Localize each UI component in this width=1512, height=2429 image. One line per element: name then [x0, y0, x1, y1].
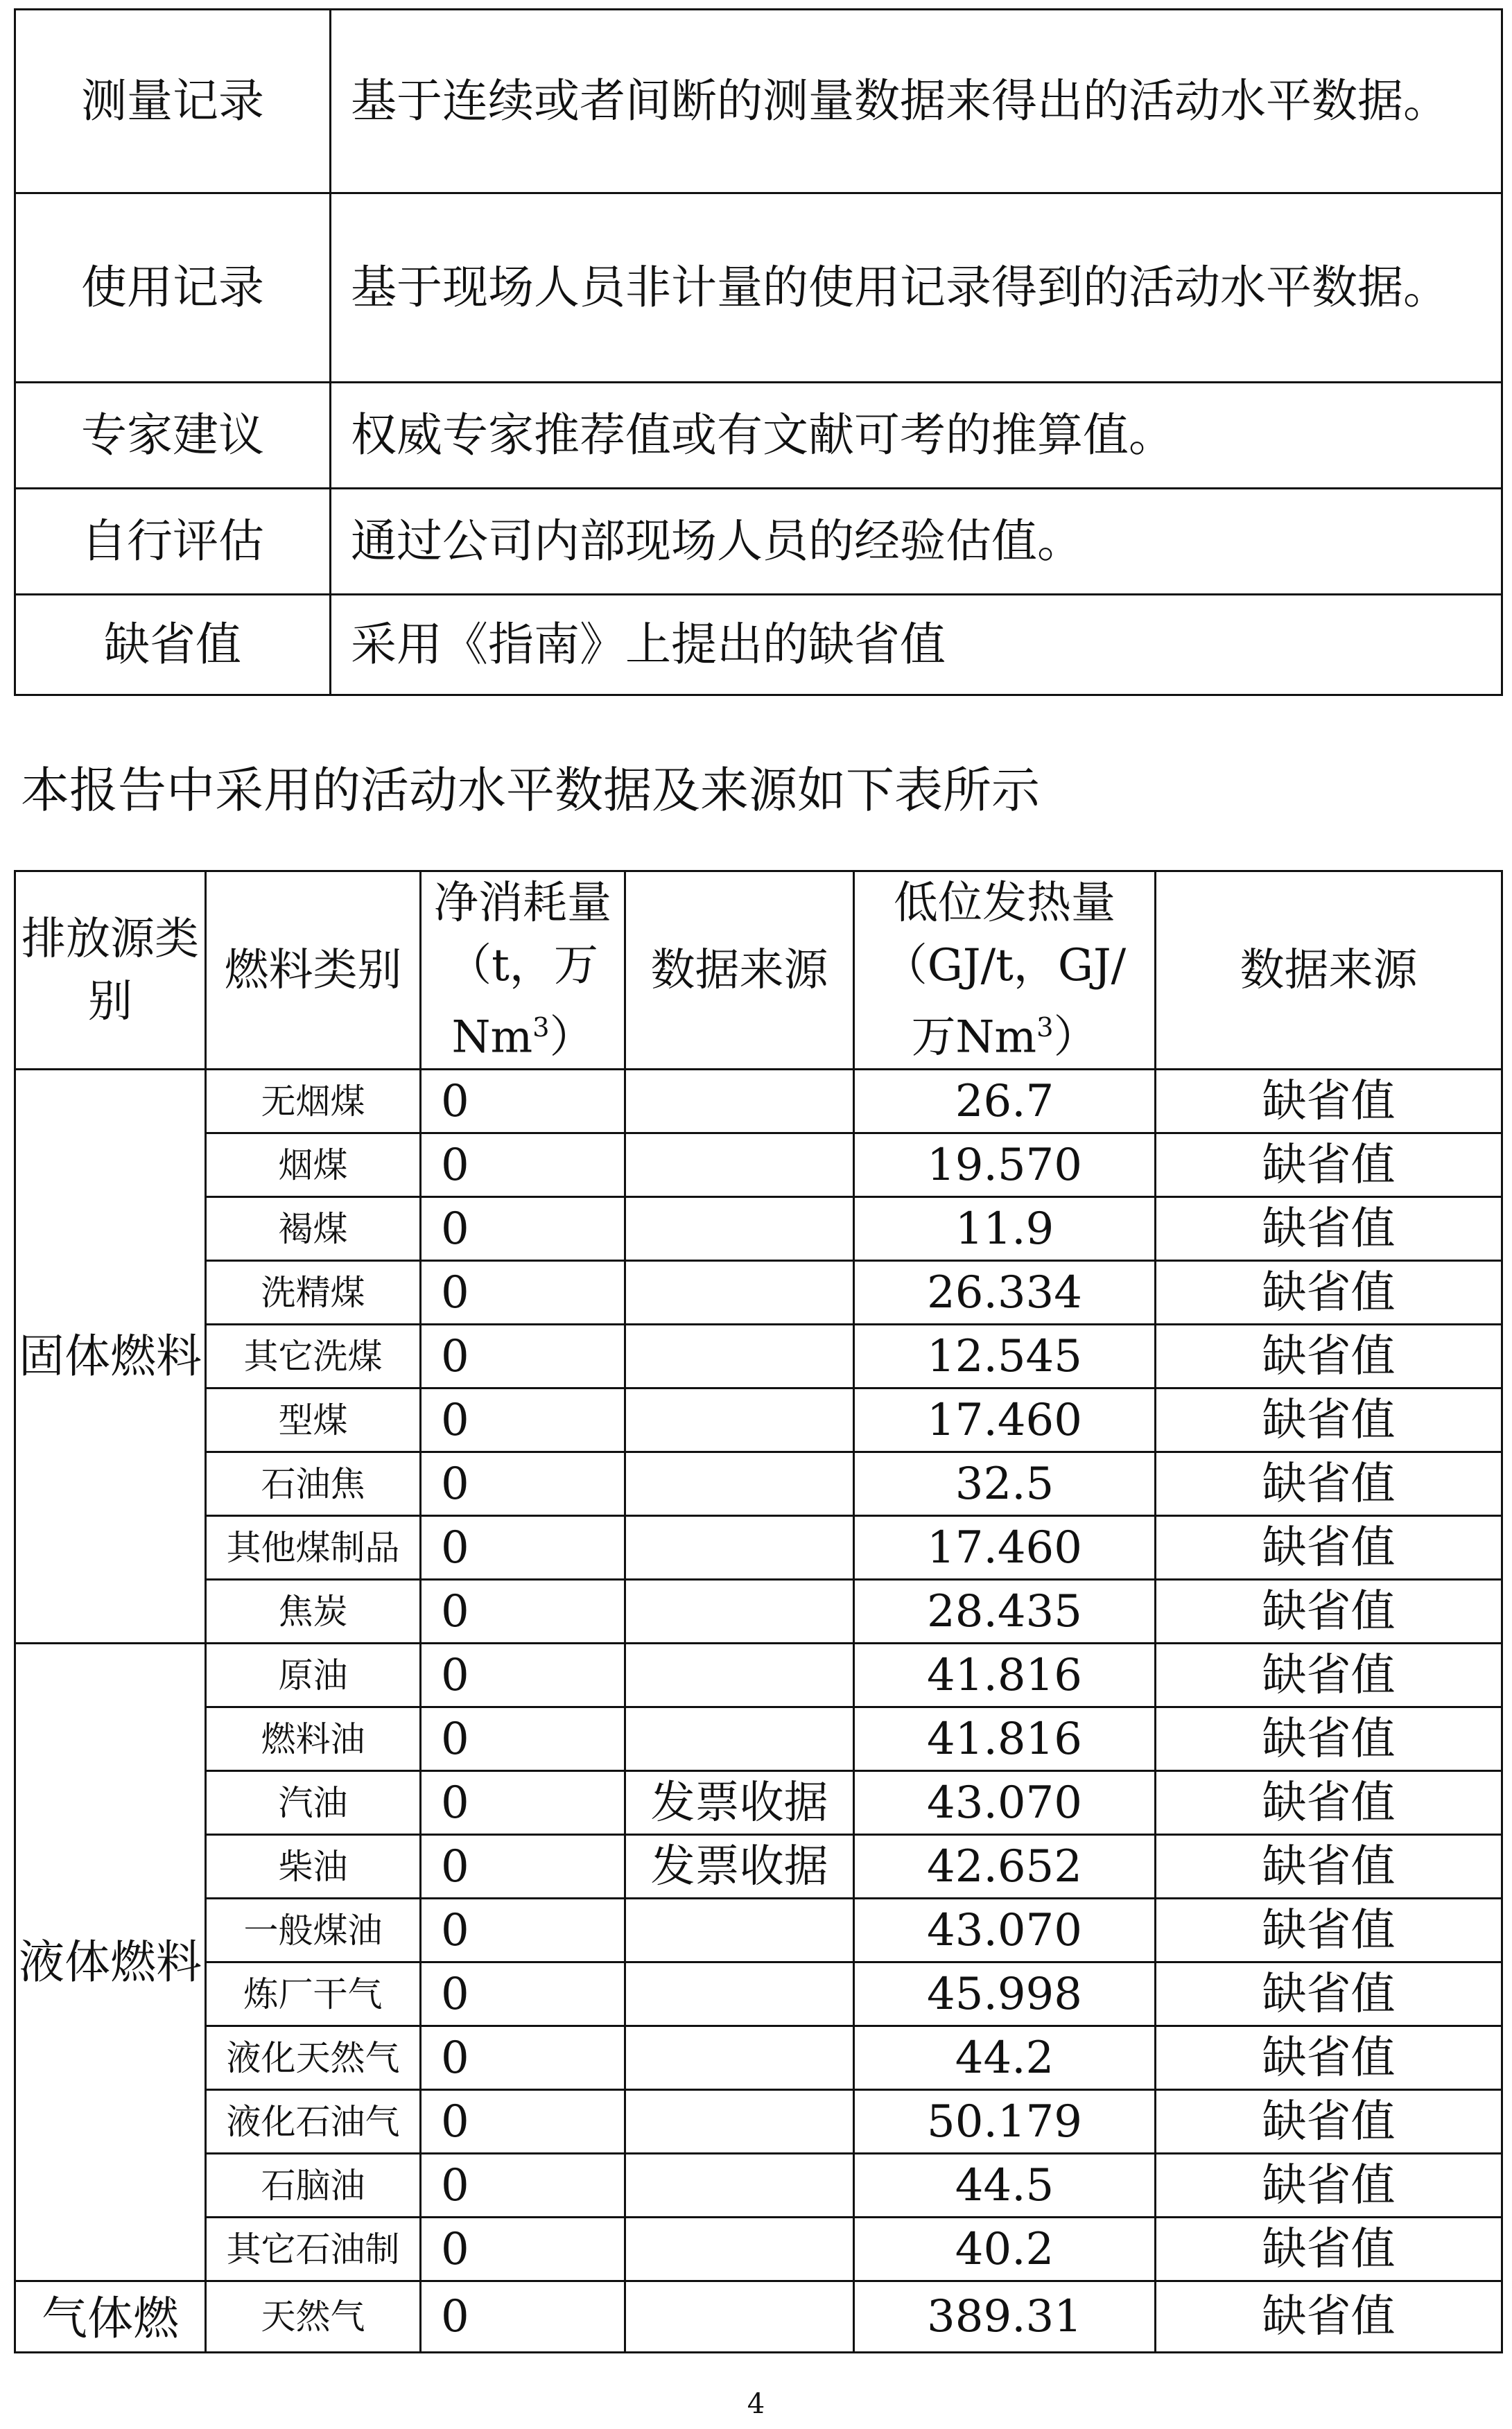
- net-consumption-cell: 0: [421, 2154, 625, 2218]
- ncv-cell: 40.2: [854, 2218, 1156, 2281]
- data-source-cell: [625, 1516, 854, 1580]
- header-ncv-line2: （GJ/t，GJ/: [883, 940, 1127, 991]
- ncv-source-cell: 缺省值: [1156, 1325, 1502, 1388]
- ncv-source-cell: 缺省值: [1156, 1070, 1502, 1133]
- table-row: [15, 1707, 1502, 1771]
- ncv-cell: 50.179: [854, 2090, 1156, 2154]
- ncv-cell: 41.816: [854, 1644, 1156, 1707]
- ncv-cell: 41.816: [854, 1707, 1156, 1771]
- ncv-source-cell: 缺省值: [1156, 1835, 1502, 1899]
- definition-description: 权威专家推荐值或有文献可考的推算值。: [331, 383, 1502, 489]
- header-category: 排放源类别: [15, 871, 206, 1070]
- data-source-cell: [625, 1899, 854, 1962]
- data-source-cell: 发票收据: [625, 1835, 854, 1899]
- definition-description: 采用《指南》上提出的缺省值: [331, 595, 1502, 695]
- activity-data-body: [15, 1070, 1502, 2353]
- header-fuel: 燃料类别: [206, 871, 421, 1070]
- activity-data-table: [14, 870, 1503, 2353]
- definition-table-body: [15, 10, 1502, 695]
- definition-description: 基于连续或者间断的测量数据来得出的活动水平数据。: [331, 10, 1502, 193]
- net-consumption-cell: 0: [421, 1452, 625, 1516]
- data-source-cell: [625, 1197, 854, 1261]
- ncv-cell: 28.435: [854, 1580, 1156, 1644]
- ncv-source-cell: 缺省值: [1156, 2026, 1502, 2090]
- data-source-cell: [625, 1261, 854, 1325]
- fuel-cell: 液化石油气: [206, 2090, 421, 2154]
- table-row: [15, 1644, 1502, 1707]
- fuel-cell: 炼厂干气: [206, 1962, 421, 2026]
- definition-term: 专家建议: [15, 383, 331, 489]
- definition-term: 自行评估: [15, 489, 331, 595]
- header-ncv-line3: 万Nm: [911, 1011, 1037, 1063]
- header-ncv-sup: 3: [1036, 1012, 1054, 1043]
- fuel-cell: 褐煤: [206, 1197, 421, 1261]
- table-row: [15, 1962, 1502, 2026]
- header-net-line3: Nm: [451, 1011, 533, 1063]
- data-source-cell: [625, 2281, 854, 2353]
- header-ncv: [854, 871, 1156, 1070]
- ncv-cell: 26.334: [854, 1261, 1156, 1325]
- ncv-source-cell: 缺省值: [1156, 1771, 1502, 1835]
- net-consumption-cell: 0: [421, 1325, 625, 1388]
- fuel-cell: 其它石油制: [206, 2218, 421, 2281]
- fuel-cell: 柴油: [206, 1835, 421, 1899]
- net-consumption-cell: 0: [421, 1835, 625, 1899]
- data-source-cell: [625, 1133, 854, 1197]
- table-row: [15, 1261, 1502, 1325]
- ncv-cell: 17.460: [854, 1388, 1156, 1452]
- ncv-cell: 42.652: [854, 1835, 1156, 1899]
- net-consumption-cell: 0: [421, 1962, 625, 2026]
- header-ncv-line1: 低位发热量: [894, 878, 1115, 929]
- header-net-sup: 3: [532, 1012, 550, 1043]
- net-consumption-cell: 0: [421, 1644, 625, 1707]
- fuel-cell: 其他煤制品: [206, 1516, 421, 1580]
- table-row: [15, 2154, 1502, 2218]
- page-number: 4: [747, 2388, 765, 2420]
- fuel-cell: 一般煤油: [206, 1899, 421, 1962]
- table-row: [15, 2281, 1502, 2353]
- table-row: [15, 2090, 1502, 2154]
- net-consumption-cell: 0: [421, 1197, 625, 1261]
- ncv-source-cell: 缺省值: [1156, 1197, 1502, 1261]
- section-heading: 本报告中采用的活动水平数据及来源如下表所示: [21, 762, 1040, 819]
- ncv-cell: 32.5: [854, 1452, 1156, 1516]
- ncv-source-cell: 缺省值: [1156, 2154, 1502, 2218]
- table-row: [15, 2218, 1502, 2281]
- table-row: [15, 1197, 1502, 1261]
- ncv-cell: 44.5: [854, 2154, 1156, 2218]
- ncv-cell: 19.570: [854, 1133, 1156, 1197]
- ncv-cell: 44.2: [854, 2026, 1156, 2090]
- net-consumption-cell: 0: [421, 2218, 625, 2281]
- fuel-cell: 原油: [206, 1644, 421, 1707]
- data-source-cell: 发票收据: [625, 1771, 854, 1835]
- data-source-cell: [625, 2154, 854, 2218]
- fuel-cell: 液化天然气: [206, 2026, 421, 2090]
- data-source-cell: [625, 1962, 854, 2026]
- definition-term: 使用记录: [15, 193, 331, 383]
- data-source-cell: [625, 1580, 854, 1644]
- ncv-cell: 26.7: [854, 1070, 1156, 1133]
- net-consumption-cell: 0: [421, 2090, 625, 2154]
- data-source-cell: [625, 2026, 854, 2090]
- net-consumption-cell: 0: [421, 1261, 625, 1325]
- table-row: [15, 1133, 1502, 1197]
- header-net-close: ）: [549, 1011, 594, 1063]
- ncv-source-cell: 缺省值: [1156, 1452, 1502, 1516]
- ncv-cell: 43.070: [854, 1899, 1156, 1962]
- header-net-line2: （t，万: [447, 940, 598, 991]
- ncv-source-cell: 缺省值: [1156, 1133, 1502, 1197]
- definition-row: [15, 10, 1502, 193]
- ncv-cell: 45.998: [854, 1962, 1156, 2026]
- definition-row: [15, 595, 1502, 695]
- ncv-cell: 389.31: [854, 2281, 1156, 2353]
- fuel-cell: 洗精煤: [206, 1261, 421, 1325]
- net-consumption-cell: 0: [421, 2026, 625, 2090]
- data-source-cell: [625, 1070, 854, 1133]
- table-row: [15, 1388, 1502, 1452]
- table-row: [15, 1580, 1502, 1644]
- ncv-cell: 43.070: [854, 1771, 1156, 1835]
- net-consumption-cell: 0: [421, 1133, 625, 1197]
- net-consumption-cell: 0: [421, 2281, 625, 2353]
- ncv-cell: 17.460: [854, 1516, 1156, 1580]
- net-consumption-cell: 0: [421, 1516, 625, 1580]
- definition-description: 通过公司内部现场人员的经验估值。: [331, 489, 1502, 595]
- definition-description: 基于现场人员非计量的使用记录得到的活动水平数据。: [331, 193, 1502, 383]
- fuel-cell: 焦炭: [206, 1580, 421, 1644]
- ncv-source-cell: 缺省值: [1156, 1261, 1502, 1325]
- header-source-1: 数据来源: [625, 871, 854, 1070]
- data-source-cell: [625, 1325, 854, 1388]
- fuel-cell: 汽油: [206, 1771, 421, 1835]
- definition-row: [15, 489, 1502, 595]
- definition-term: 测量记录: [15, 10, 331, 193]
- ncv-cell: 12.545: [854, 1325, 1156, 1388]
- ncv-source-cell: 缺省值: [1156, 1580, 1502, 1644]
- ncv-source-cell: 缺省值: [1156, 2218, 1502, 2281]
- table-row: [15, 1070, 1502, 1133]
- ncv-cell: 11.9: [854, 1197, 1156, 1261]
- fuel-cell: 石油焦: [206, 1452, 421, 1516]
- header-ncv-close: ）: [1053, 1011, 1098, 1063]
- ncv-source-cell: 缺省值: [1156, 1388, 1502, 1452]
- category-cell: 气体燃: [15, 2281, 206, 2353]
- table-header-row: [15, 871, 1502, 1070]
- net-consumption-cell: 0: [421, 1580, 625, 1644]
- ncv-source-cell: 缺省值: [1156, 1962, 1502, 2026]
- definition-term: 缺省值: [15, 595, 331, 695]
- table-row: [15, 1325, 1502, 1388]
- category-cell: 液体燃料: [15, 1644, 206, 2281]
- net-consumption-cell: 0: [421, 1899, 625, 1962]
- fuel-cell: 石脑油: [206, 2154, 421, 2218]
- table-row: [15, 2026, 1502, 2090]
- table-row: [15, 1452, 1502, 1516]
- data-source-cell: [625, 2090, 854, 2154]
- table-row: [15, 1899, 1502, 1962]
- fuel-cell: 型煤: [206, 1388, 421, 1452]
- fuel-cell: 无烟煤: [206, 1070, 421, 1133]
- fuel-cell: 其它洗煤: [206, 1325, 421, 1388]
- net-consumption-cell: 0: [421, 1707, 625, 1771]
- data-source-cell: [625, 2218, 854, 2281]
- data-source-cell: [625, 1452, 854, 1516]
- ncv-source-cell: 缺省值: [1156, 2281, 1502, 2353]
- table-row: [15, 1516, 1502, 1580]
- definition-table: [14, 8, 1503, 696]
- ncv-source-cell: 缺省值: [1156, 1644, 1502, 1707]
- definition-row: [15, 193, 1502, 383]
- header-net-line1: 净消耗量: [434, 878, 611, 929]
- net-consumption-cell: 0: [421, 1070, 625, 1133]
- fuel-cell: 燃料油: [206, 1707, 421, 1771]
- header-net-consumption: [421, 871, 625, 1070]
- ncv-source-cell: 缺省值: [1156, 2090, 1502, 2154]
- ncv-source-cell: 缺省值: [1156, 1899, 1502, 1962]
- fuel-cell: 天然气: [206, 2281, 421, 2353]
- header-source-2: 数据来源: [1156, 871, 1502, 1070]
- data-source-cell: [625, 1388, 854, 1452]
- table-row: [15, 1771, 1502, 1835]
- table-row: [15, 1835, 1502, 1899]
- net-consumption-cell: 0: [421, 1771, 625, 1835]
- ncv-source-cell: 缺省值: [1156, 1516, 1502, 1580]
- fuel-cell: 烟煤: [206, 1133, 421, 1197]
- net-consumption-cell: 0: [421, 1388, 625, 1452]
- definition-row: [15, 383, 1502, 489]
- data-source-cell: [625, 1644, 854, 1707]
- ncv-source-cell: 缺省值: [1156, 1707, 1502, 1771]
- category-cell: 固体燃料: [15, 1070, 206, 1644]
- data-source-cell: [625, 1707, 854, 1771]
